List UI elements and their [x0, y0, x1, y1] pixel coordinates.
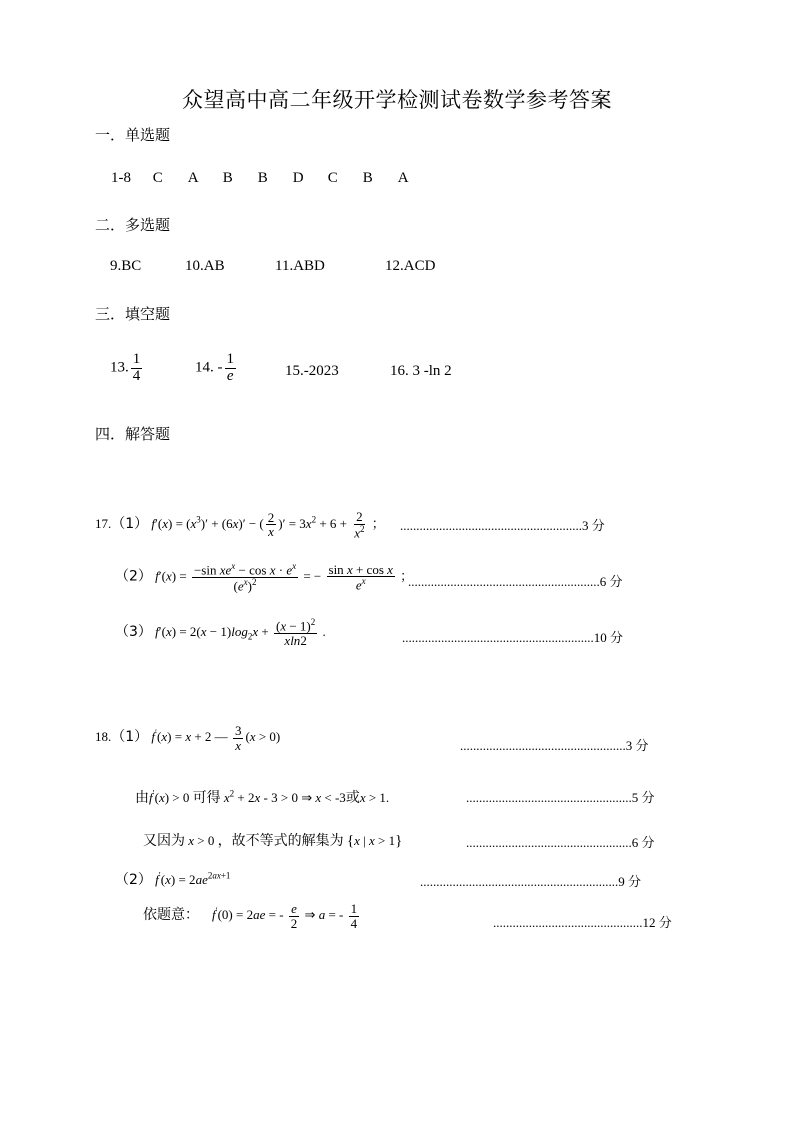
fill-blank-13 [110, 352, 144, 385]
single-choice-answer: A [187, 170, 199, 186]
multi-choice-12: 12.ACD [385, 258, 436, 274]
q17-p3-score: ...........................................................10 分 [402, 630, 624, 645]
q18-line3: 又因为 x > 0 ，故不等式的解集为 {x | x > 1} [143, 833, 403, 849]
fill-blank-14 [195, 352, 238, 385]
section-fill-blank: 三．填空题 [95, 305, 171, 323]
q17-p2-tag: （2） [115, 568, 152, 585]
section-solve: 四．解答题 [95, 425, 171, 443]
q17-part2: （2） f′(x) = $\frac{-\sin xe^x - \cos x \cdot e^x}{(e^x)^2}$ = − $\frac{\text{sin x + cos x}}{e^x}$ ； [115, 561, 414, 594]
q17-part3: （3） $f'(x) = 2(x - 1)\log_2x$ + $\frac{(x - 1)^2}{xln2}$ . [115, 617, 326, 648]
single-choice-answers [111, 170, 433, 187]
q18-part1: 18.（1） f′(x) = x + 2 — $\frac{3}{x}$ (x > 0) [95, 723, 281, 753]
q14-fraction: $\frac{1}{e}$ [226, 351, 234, 384]
fill-blank-16: 16. 3 -ln 2 [390, 363, 452, 379]
q14-label: 14. - [195, 359, 223, 376]
q18-p2-tag: （2） [115, 872, 152, 888]
single-choice-answer: D [292, 170, 304, 186]
single-choice-answer: B [222, 170, 233, 186]
single-choice-answer: A [397, 170, 409, 186]
q18-line2-score: ...................................................5 分 [466, 790, 655, 805]
q17-p3-tag: （3） [115, 623, 152, 640]
single-choice-range: 1-8 [111, 170, 131, 186]
q18-p1-tag: （1） [111, 729, 149, 746]
q18-part2: （2） $f'(x) = 2ae^{2ax+1}$ [115, 870, 231, 888]
multi-choice-11: 11.ABD [275, 258, 325, 274]
section-single-choice: 一．单选题 [95, 126, 171, 144]
q17-p1-score: ........................................................3 分 [400, 518, 605, 533]
single-choice-answer: C [327, 170, 338, 186]
multi-choice-9: 9.BC [110, 258, 142, 274]
q17-p1-tag: （1） [111, 515, 149, 532]
single-choice-answer: C [152, 170, 163, 186]
q18-p1-score: ...................................................3 分 [460, 738, 649, 753]
q18-line5: 依题意： f′(0) = 2ae = - $\frac{e}{2}$ ⇒ a = - $\frac{1}{4}$ [143, 901, 358, 931]
q13-fraction: $\frac{1}{4}$ [132, 351, 141, 384]
single-choice-answer: B [362, 170, 373, 186]
fill-blank-15: 15.-2023 [285, 363, 339, 379]
q13-label: 13. [110, 359, 129, 376]
multi-choice-10: 10.AB [185, 258, 225, 274]
q18-line3-score: ...................................................6 分 [466, 835, 655, 850]
q18-line5-score: ..............................................12 分 [493, 915, 672, 930]
single-choice-answer: B [257, 170, 268, 186]
q17-label: 17. [95, 515, 112, 531]
section-multi-choice: 二．多选题 [95, 216, 171, 234]
q18-line2: 由f′(x) > 0 可得 $x^2 + 2x - 3 > 0$ ⇒ x < -3或x > 1. [135, 788, 390, 806]
q18-p2-score: .............................................................9 分 [420, 874, 642, 889]
q17-part1: 17.（1） $f'(x) = (x^3)' + (6x)'$ − ( $\frac{2}{x}$ )′ = $3x^2 + 6$ + $\frac{2}{x^2}$ ； [95, 509, 385, 540]
q17-p2-score: ...........................................................6 分 [408, 574, 623, 589]
q18-label: 18. [95, 729, 112, 745]
page-title: 众望高中高二年级开学检测试卷数学参考答案 [182, 88, 612, 112]
